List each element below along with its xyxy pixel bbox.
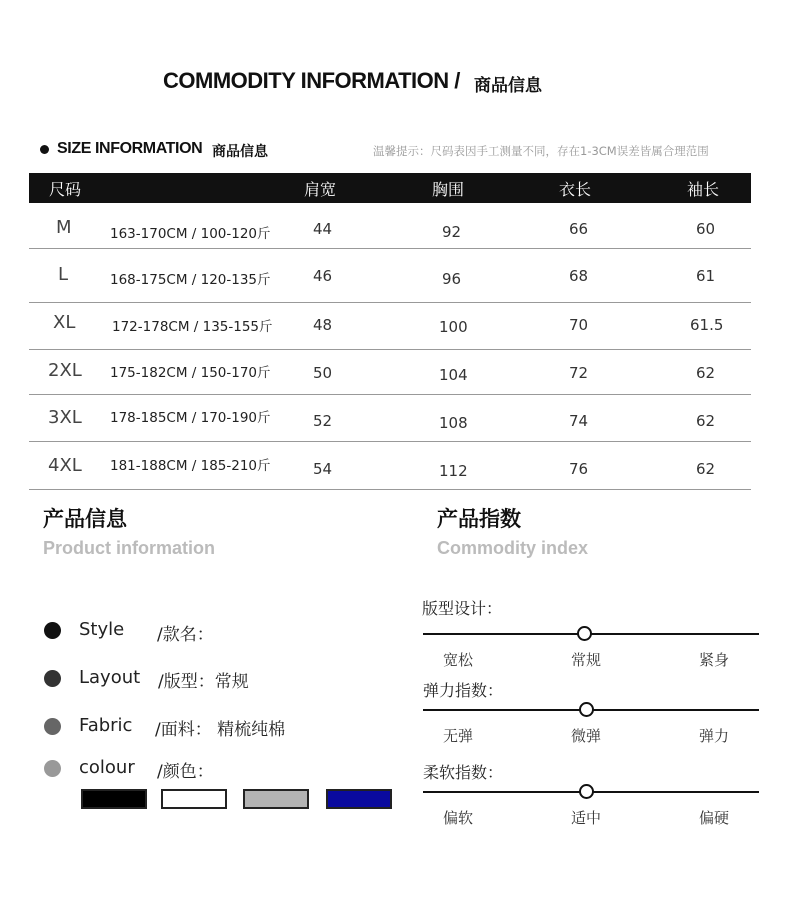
chest-cell: 96 — [442, 270, 462, 288]
height-weight-cell: 168-175CM / 120-135斤 — [110, 272, 271, 288]
length-cell: 72 — [569, 364, 589, 382]
fit-scale-marker — [577, 626, 592, 641]
style-label: Style — [79, 619, 125, 640]
product-info-title-en: Product information — [43, 538, 215, 558]
elasticity-scale-label-slight: 微弹 — [571, 727, 602, 745]
shoulder-cell: 50 — [313, 364, 333, 382]
table-row — [29, 303, 751, 350]
fabric-bullet-icon — [44, 718, 61, 735]
col-size: 尺码 — [49, 180, 82, 199]
colour-swatch-grey — [243, 789, 309, 809]
layout-value: /版型：常规 — [158, 672, 249, 692]
softness-scale-title: 柔软指数： — [423, 763, 504, 782]
softness-scale-label-hard: 偏硬 — [699, 809, 730, 827]
sleeve-cell: 62 — [696, 412, 716, 430]
length-cell: 70 — [569, 316, 589, 334]
table-row — [29, 395, 751, 442]
sleeve-cell: 62 — [696, 460, 716, 478]
colour-bullet-icon — [44, 760, 61, 777]
softness-scale-label-soft: 偏软 — [443, 809, 474, 827]
size-bullet-icon — [40, 145, 49, 154]
chest-cell: 100 — [439, 318, 468, 336]
size-section-title-cn: 商品信息 — [212, 144, 268, 160]
height-weight-cell: 163-170CM / 100-120斤 — [110, 226, 271, 242]
length-cell: 68 — [569, 267, 589, 285]
col-length: 衣长 — [559, 180, 592, 199]
size-cell: 3XL — [48, 407, 82, 428]
shoulder-cell: 52 — [313, 412, 333, 430]
style-value: /款名： — [157, 625, 214, 645]
measurement-tip: 温馨提示：尺码表因手工测量不同，存在1-3CM误差皆属合理范围 — [373, 144, 709, 158]
size-table-header — [29, 173, 751, 203]
size-cell: L — [58, 264, 69, 285]
shoulder-cell: 44 — [313, 220, 333, 238]
page-title-en: COMMODITY INFORMATION / — [163, 68, 460, 93]
commodity-index-title-en: Commodity index — [437, 538, 589, 558]
sleeve-cell: 62 — [696, 364, 716, 382]
size-section-title-en: SIZE INFORMATION — [57, 140, 203, 157]
chest-cell: 112 — [439, 462, 468, 480]
elasticity-scale-marker — [579, 702, 594, 717]
size-cell: 2XL — [48, 360, 82, 381]
page-title-cn: 商品信息 — [474, 76, 542, 96]
size-cell: M — [56, 217, 72, 238]
colour-swatch-white — [161, 789, 227, 809]
fabric-value: /面料： 精梳纯棉 — [155, 720, 286, 740]
table-row — [29, 442, 751, 490]
shoulder-cell: 46 — [313, 267, 333, 285]
elasticity-scale-label-stretch: 弹力 — [699, 727, 730, 745]
col-shoulder: 肩宽 — [304, 180, 337, 199]
colour-swatch-blue — [326, 789, 392, 809]
length-cell: 76 — [569, 460, 589, 478]
colour-swatch-black — [81, 789, 147, 809]
colour-label: colour — [79, 757, 135, 778]
table-row — [29, 249, 751, 303]
softness-scale-label-medium: 适中 — [571, 809, 602, 827]
sleeve-cell: 61.5 — [690, 316, 724, 334]
chest-cell: 104 — [439, 366, 468, 384]
size-cell: 4XL — [48, 455, 82, 476]
height-weight-cell: 178-185CM / 170-190斤 — [110, 410, 271, 426]
commodity-index-title-cn: 产品指数 — [437, 507, 521, 531]
elasticity-scale-label-none: 无弹 — [443, 727, 474, 745]
layout-bullet-icon — [44, 670, 61, 687]
shoulder-cell: 48 — [313, 316, 333, 334]
product-info-title-cn: 产品信息 — [43, 507, 127, 531]
chest-cell: 92 — [442, 223, 462, 241]
sleeve-cell: 60 — [696, 220, 716, 238]
col-sleeve: 袖长 — [687, 180, 720, 199]
fit-scale-label-loose: 宽松 — [443, 651, 474, 669]
length-cell: 66 — [569, 220, 589, 238]
table-row — [29, 203, 751, 249]
height-weight-cell: 172-178CM / 135-155斤 — [112, 319, 273, 335]
fit-scale-title: 版型设计： — [422, 599, 503, 618]
style-bullet-icon — [44, 622, 61, 639]
layout-label: Layout — [79, 667, 141, 688]
colour-value: /颜色： — [157, 762, 214, 782]
size-cell: XL — [53, 312, 76, 333]
table-row — [29, 350, 751, 395]
fit-scale-label-slim: 紧身 — [699, 651, 730, 669]
length-cell: 74 — [569, 412, 589, 430]
chest-cell: 108 — [439, 414, 468, 432]
height-weight-cell: 175-182CM / 150-170斤 — [110, 365, 271, 381]
fit-scale-label-regular: 常规 — [571, 651, 602, 669]
elasticity-scale-title: 弹力指数： — [423, 681, 504, 700]
shoulder-cell: 54 — [313, 460, 333, 478]
sleeve-cell: 61 — [696, 267, 716, 285]
fabric-label: Fabric — [79, 715, 133, 736]
height-weight-cell: 181-188CM / 185-210斤 — [110, 458, 271, 474]
col-chest: 胸围 — [432, 180, 465, 199]
softness-scale-marker — [579, 784, 594, 799]
